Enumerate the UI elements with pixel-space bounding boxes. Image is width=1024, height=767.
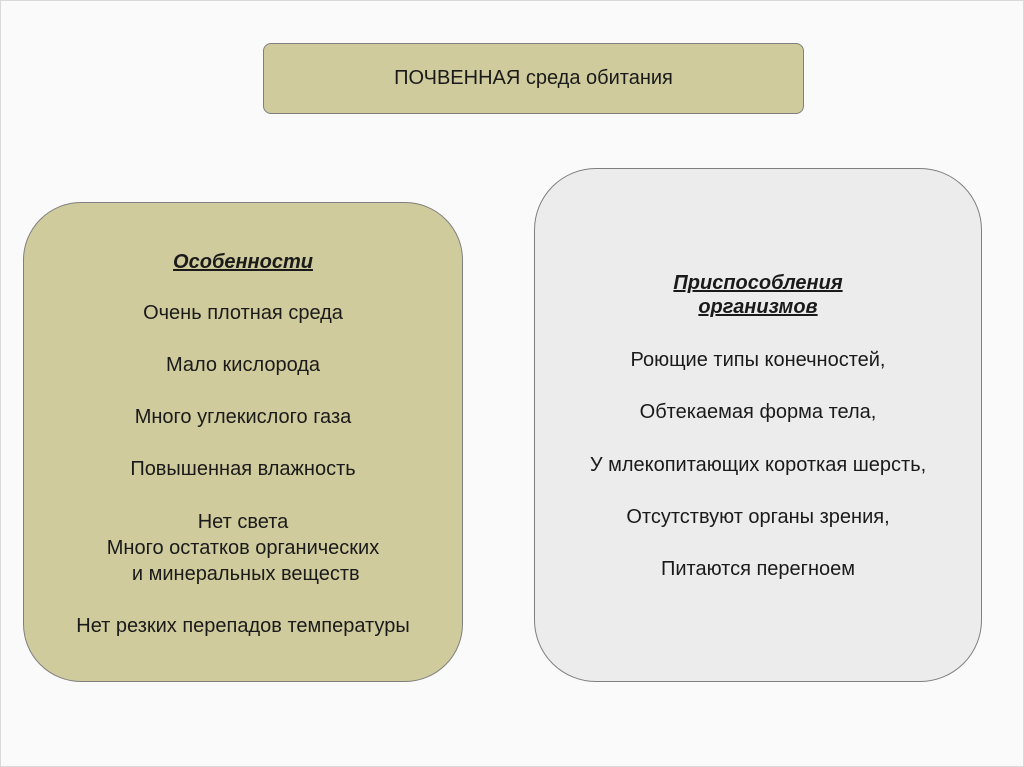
feature-item: и минеральных веществ <box>126 563 360 585</box>
feature-item: Мало кислорода <box>165 354 321 376</box>
title-box <box>263 43 804 114</box>
adaptation-item: Роющие типы конечностей, <box>630 349 886 371</box>
feature-item: Повышенная влажность <box>130 458 356 480</box>
feature-item: Много остатков органических <box>106 537 380 559</box>
adaptation-item: Питаются перегноем <box>660 558 856 580</box>
title-text: ПОЧВЕННАЯ среда обитания <box>394 67 673 89</box>
features-box <box>23 202 463 682</box>
adaptation-item: Отсутствуют органы зрения, <box>626 506 890 528</box>
feature-item: Очень плотная среда <box>143 302 343 324</box>
adaptations-heading-line2: организмов <box>698 296 818 318</box>
adaptations-heading-line1: Приспособления <box>673 272 843 294</box>
adaptation-item: У млекопитающих короткая шерсть, <box>589 454 927 476</box>
feature-item: Много углекислого газа <box>134 406 352 428</box>
feature-item: Нет света <box>197 511 289 533</box>
adaptations-box <box>534 168 982 682</box>
adaptation-item: Обтекаемая форма тела, <box>639 401 877 423</box>
feature-item: Нет резких перепадов температуры <box>76 615 410 637</box>
features-heading: Особенности <box>173 251 313 273</box>
